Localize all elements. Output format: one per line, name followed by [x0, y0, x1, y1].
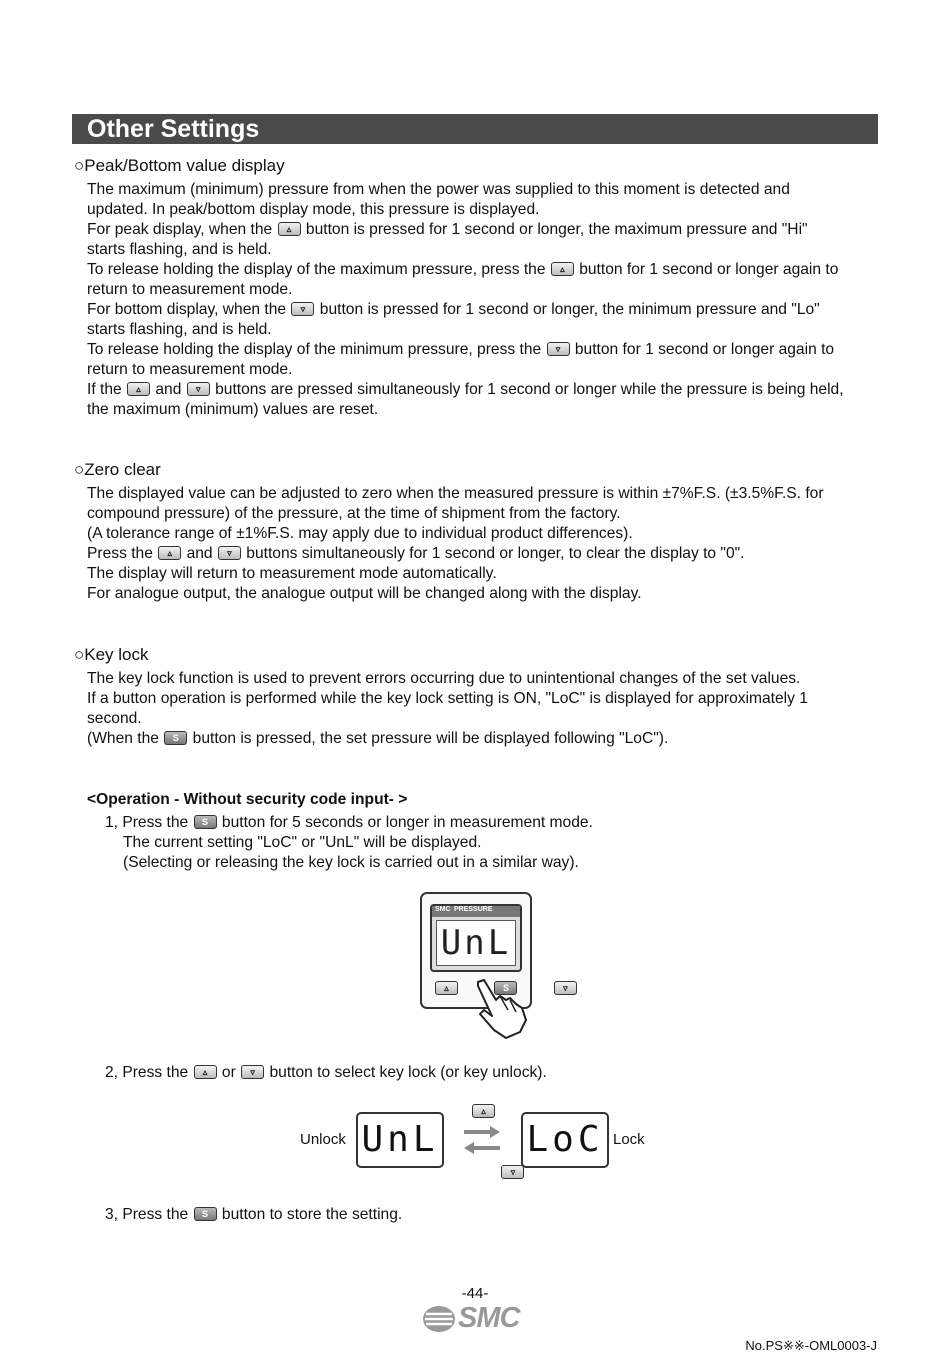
unlock-label: Unlock: [300, 1131, 346, 1148]
up-button-icon: ▵: [127, 382, 150, 396]
text-line: To release holding the display of the minimum pressure, press the ▿ button for 1 second or longer again to: [87, 341, 835, 358]
lock-label: Lock: [613, 1131, 645, 1148]
text-line: (When the S button is pressed, the set pressure will be displayed following "LoC").: [87, 730, 669, 747]
step-2: [105, 1063, 905, 1083]
text-line: For peak display, when the ▵ button is pressed for 1 second or longer, the maximum pressure and "Hi": [87, 221, 808, 238]
brand-label: SMC: [435, 906, 451, 913]
pressure-label: PRESSURE: [454, 906, 493, 913]
section-title: Other Settings: [87, 115, 260, 143]
peak-heading: ○Peak/Bottom value display: [74, 156, 285, 175]
text-line: If the ▵ and ▿ buttons are pressed simultaneously for 1 second or longer while the pressure is being held,: [87, 381, 844, 398]
step-3: [105, 1205, 905, 1225]
text-line: If a button operation is performed while the key lock setting is ON, "LoC" is displayed for approximately 1: [87, 690, 808, 707]
text-line: compound pressure) of the pressure, at the time of shipment from the factory.: [87, 505, 621, 522]
text-line: The maximum (minimum) pressure from when the power was supplied to this moment is detected and: [87, 181, 790, 198]
down-button-icon: ▿: [291, 302, 314, 316]
text-line: return to measurement mode.: [87, 361, 293, 378]
text-line: To release holding the display of the maximum pressure, press the ▵ button for 1 second or longer again to: [87, 261, 839, 278]
text-line: 2, Press the ▵ or ▿ button to select key lock (or key unlock).: [105, 1064, 547, 1081]
text-line: The displayed value can be adjusted to zero when the measured pressure is within ±7%F.S. (±3.5%F.S. for: [87, 485, 824, 502]
text-line: the maximum (minimum) values are reset.: [87, 401, 379, 418]
keylock-heading: ○Key lock: [74, 645, 149, 664]
zero-body: [87, 484, 887, 604]
text-line: Press the ▵ and ▿ buttons simultaneously for 1 second or longer, to clear the display to "0".: [87, 545, 745, 562]
text-line: For bottom display, when the ▿ button is pressed for 1 second or longer, the minimum pressure and "Lo": [87, 301, 820, 318]
operation-heading: <Operation - Without security code input- >: [87, 791, 408, 808]
text-line: The key lock function is used to prevent errors occurring due to unintentional changes of the set values.: [87, 670, 801, 687]
smc-logo: [422, 1302, 532, 1336]
up-button-icon: ▵: [551, 262, 574, 276]
pointing-hand-icon: [470, 978, 530, 1040]
document-number: No.PS※※-OML0003-J: [745, 1338, 877, 1353]
text-line: The display will return to measurement mode automatically.: [87, 565, 497, 582]
set-button-icon: S: [194, 815, 217, 829]
lcd-display: UnL: [436, 920, 516, 966]
toggle-arrows-icon: [462, 1124, 502, 1156]
down-button-icon: ▿: [501, 1165, 524, 1179]
set-button-icon: S: [194, 1207, 217, 1221]
down-button-icon: ▿: [554, 981, 577, 995]
zero-heading: ○Zero clear: [74, 460, 161, 479]
section-header: [72, 114, 878, 144]
up-button-icon: ▵: [472, 1104, 495, 1118]
down-button-icon: ▿: [187, 382, 210, 396]
down-button-icon: ▿: [547, 342, 570, 356]
up-button-icon: ▵: [278, 222, 301, 236]
text-line: starts flashing, and is held.: [87, 241, 272, 258]
unlock-display: UnL: [356, 1112, 444, 1168]
text-line: return to measurement mode.: [87, 281, 293, 298]
up-button-icon: ▵: [435, 981, 458, 995]
text-line: (A tolerance range of ±1%F.S. may apply due to individual product differences).: [87, 525, 633, 542]
down-button-icon: ▿: [241, 1065, 264, 1079]
display-bezel: [430, 904, 522, 972]
text-line: starts flashing, and is held.: [87, 321, 272, 338]
smc-logo-icon: [422, 1304, 456, 1334]
step-1: [105, 813, 905, 873]
set-button-icon: S: [164, 731, 187, 745]
lock-display: LoC: [521, 1112, 609, 1168]
up-button-icon: ▵: [158, 546, 181, 560]
up-button-icon: ▵: [194, 1065, 217, 1079]
text-line: 1, Press the S button for 5 seconds or longer in measurement mode.: [105, 814, 593, 831]
smc-logo-text: SMC: [458, 1302, 520, 1334]
down-button-icon: ▿: [218, 546, 241, 560]
label-strip: [432, 906, 520, 917]
set-button-icon: S: [494, 981, 517, 995]
text-line: (Selecting or releasing the key lock is carried out in a similar way).: [123, 854, 579, 871]
keylock-body: [87, 669, 887, 749]
text-line: updated. In peak/bottom display mode, this pressure is displayed.: [87, 201, 540, 218]
peak-body: [87, 180, 887, 420]
text-line: second.: [87, 710, 142, 727]
text-line: For analogue output, the analogue output will be changed along with the display.: [87, 585, 642, 602]
text-line: The current setting "LoC" or "UnL" will be displayed.: [123, 834, 482, 851]
text-line: 3, Press the S button to store the setting.: [105, 1206, 403, 1223]
page-number: -44-: [461, 1285, 489, 1302]
